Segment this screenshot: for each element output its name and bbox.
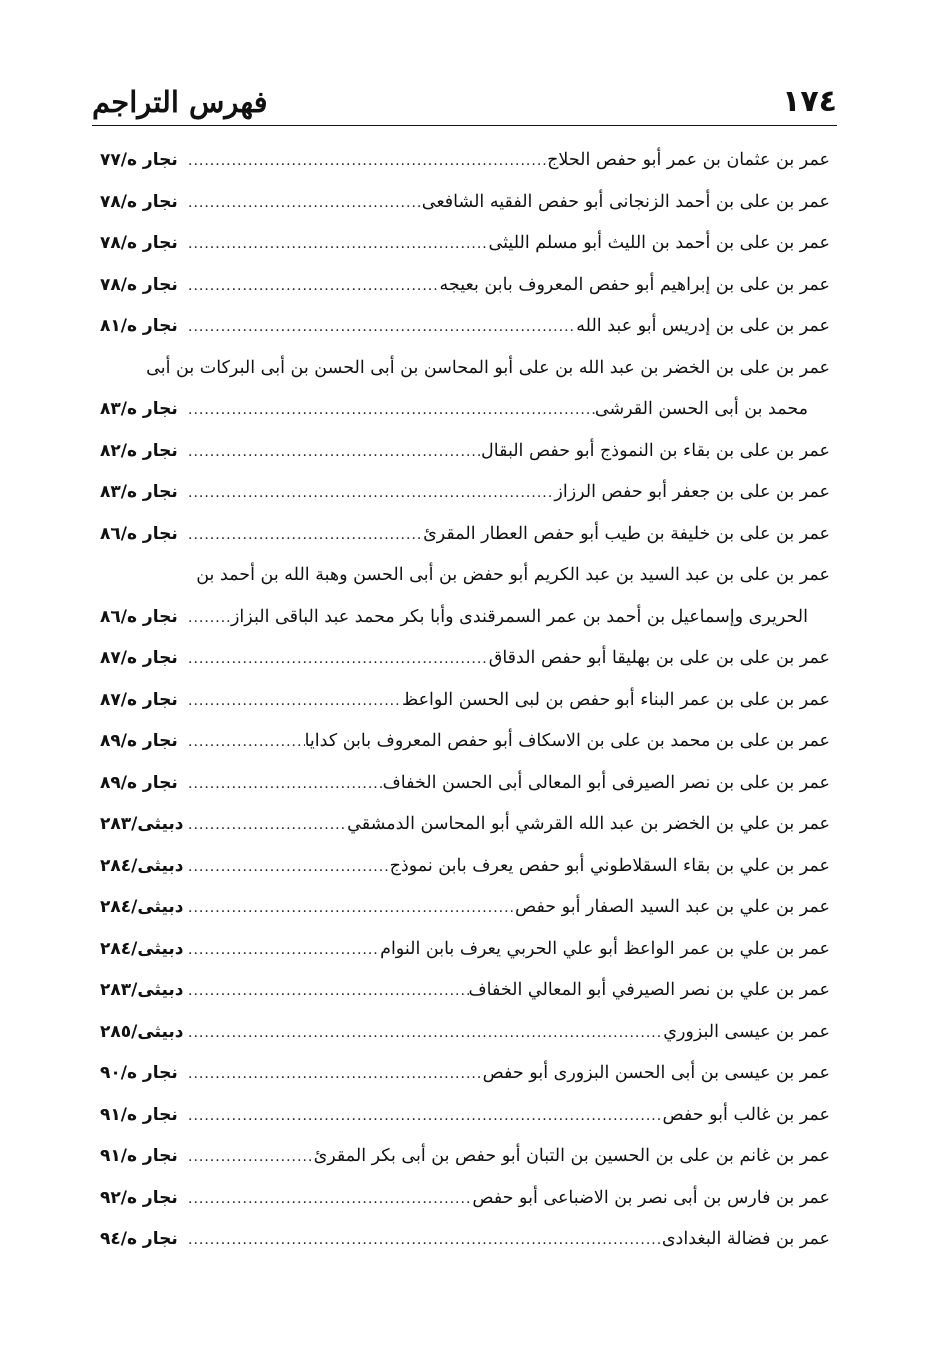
entry-reference: نجار ه/٩٢ [100, 1187, 178, 1208]
entry-reference: نجار ه/٨٧ [100, 689, 178, 710]
index-entry [100, 1178, 830, 1220]
entry-reference: نجار ه/٨٣ [100, 399, 178, 419]
index-entry [100, 555, 830, 638]
entry-reference: دبيثى/٢٨٣ [100, 814, 184, 834]
index-entry [100, 1219, 830, 1261]
dot-leader [188, 598, 231, 640]
entry-reference: نجار ه/٧٨ [100, 233, 178, 253]
entry-name: عمر بن فضالة البغدادى [661, 1229, 830, 1249]
biography-index-list [100, 140, 830, 1261]
entry-name: عمر بن علي بن الخضر بن عبد الله القرشي أبو المحاسن الدمشقي [347, 814, 830, 834]
entry-reference: دبيثى/٢٨٤ [100, 938, 184, 959]
index-entry [100, 970, 830, 1012]
entry-reference: دبيثى/٢٨٤ [100, 855, 184, 876]
index-entry [100, 929, 830, 971]
index-entry [100, 846, 830, 888]
page-title: فهرس التراجم [92, 85, 268, 119]
entry-name: عمر بن عثمان بن عمر أبو حفص الحلاج [547, 150, 830, 170]
dot-leader [188, 847, 390, 889]
dot-leader [188, 266, 440, 308]
entry-reference: نجار ه/٨٩ [100, 772, 178, 793]
entry-reference: نجار ه/٨١ [100, 316, 178, 336]
entry-name: عمر بن على بن على بن بهليقا أبو حفص الدقاق [488, 648, 830, 668]
entry-reference: دبيثى/٢٨٥ [100, 1021, 184, 1042]
dot-leader [188, 1096, 662, 1138]
entry-name: عمر بن غالب أبو حفص [662, 1104, 830, 1125]
entry-reference: نجار ه/٩٤ [100, 1229, 178, 1249]
index-entry [100, 431, 830, 473]
entry-name: عمر بن على بن عبد السيد بن عبد الكريم أبو حفض بن أبى الحسن وهبة الله بن أحمد بن [196, 565, 830, 585]
entry-reference: نجار ه/٩١ [100, 1146, 178, 1166]
index-entry [100, 721, 830, 763]
dot-leader [188, 764, 383, 806]
dot-leader [188, 1179, 472, 1221]
entry-reference: نجار ه/٩٠ [100, 1063, 178, 1083]
entry-name-continuation: محمد بن أبى الحسن القرشى [594, 399, 808, 419]
index-entry [100, 1012, 830, 1054]
entry-name: عمر بن على بن الخضر بن عبد الله بن على أبو المحاسن بن أبى الحسن بن أبى البركات بن أبى [146, 357, 830, 378]
entry-name: عمر بن على بن بقاء بن النموذج أبو حفص البقال [481, 440, 830, 461]
entry-name: عمر بن عيسى البزوري [663, 1021, 830, 1042]
entry-name: عمر بن فارس بن أبى نصر بن الاضباعى أبو حفص [472, 1187, 830, 1208]
index-entry [100, 887, 830, 929]
entry-reference: نجار ه/٨٦ [100, 523, 178, 544]
index-entry [100, 680, 830, 722]
dot-leader [188, 141, 547, 183]
dot-leader [188, 473, 554, 515]
index-entry [100, 1095, 830, 1137]
entry-reference: نجار ه/٨٩ [100, 731, 178, 751]
dot-leader [188, 183, 422, 225]
entry-reference: نجار ه/٨٦ [100, 606, 178, 627]
entry-name: عمر بن علي بن نصر الصيرفي أبو المعالي الخفاف [468, 980, 830, 1000]
entry-reference: نجار ه/٨٧ [100, 648, 178, 668]
dot-leader [188, 888, 515, 930]
dot-leader [188, 681, 402, 723]
index-entry [100, 638, 830, 680]
dot-leader [188, 432, 481, 474]
entry-name: عمر بن على بن إدريس أبو عبد الله [576, 316, 830, 336]
index-entry [100, 804, 830, 846]
index-entry [100, 763, 830, 805]
dot-leader [188, 1013, 663, 1055]
page-number: ١٧٤ [782, 84, 837, 119]
entry-name: عمر بن على بن أحمد الزنجانى أبو حفص الفقيه الشافعى [421, 191, 830, 212]
entry-reference: نجار ه/٧٨ [100, 274, 178, 295]
dot-leader [188, 224, 489, 266]
page-header [92, 70, 837, 126]
entry-name: عمر بن غانم بن على بن الحسين بن التبان أبو حفص بن أبى بكر المقرئ [313, 1146, 830, 1166]
dot-leader [188, 390, 595, 432]
entry-reference: نجار ه/٨٣ [100, 482, 178, 502]
entry-reference: نجار ه/٩١ [100, 1104, 178, 1125]
entry-name-continuation: الحريرى وإسماعيل بن أحمد بن عمر السمرقندى وأبا بكر محمد عبد الباقى البزاز [230, 606, 808, 627]
entry-reference: دبيثى/٢٨٤ [100, 897, 184, 917]
dot-leader [188, 1054, 483, 1096]
entry-name: عمر بن علي بن عمر الواعظ أبو علي الحربي يعرف بابن النوام [380, 938, 830, 959]
entry-name: عمر بن على بن عمر البناء أبو حفص بن لبى الحسن الواعظ [402, 689, 830, 710]
entry-name: عمر بن على بن إبراهيم أبو حفص المعروف بابن بعيجه [439, 274, 830, 295]
index-entry [100, 223, 830, 265]
entry-name: عمر بن علي بن بقاء السقلاطوني أبو حفص يعرف بابن نموذج [389, 855, 830, 876]
index-entry [100, 265, 830, 307]
entry-name: عمر بن على بن محمد بن على بن الاسكاف أبو حفص المعروف بابن كدايا [304, 731, 830, 751]
dot-leader [188, 805, 347, 847]
entry-reference: نجار ه/٨٢ [100, 440, 178, 461]
dot-leader [188, 722, 305, 764]
entry-name: عمر بن على بن أحمد بن الليث أبو مسلم الليثى [488, 233, 830, 253]
dot-leader [188, 639, 489, 681]
index-entry [100, 348, 830, 431]
dot-leader [188, 930, 380, 972]
index-entry [100, 140, 830, 182]
entry-reference: دبيثى/٢٨٣ [100, 980, 184, 1000]
entry-name: عمر بن علي بن عبد السيد الصفار أبو حفص [515, 897, 830, 917]
index-entry [100, 306, 830, 348]
index-entry [100, 514, 830, 556]
dot-leader [188, 1137, 314, 1179]
index-entry [100, 1053, 830, 1095]
entry-name: عمر بن على بن جعفر أبو حفص الرزاز [554, 482, 830, 502]
dot-leader [188, 307, 576, 349]
dot-leader [188, 515, 423, 557]
index-entry [100, 182, 830, 224]
entry-name: عمر بن على بن خليفة بن طيب أبو حفص العطار المقرئ [423, 523, 830, 544]
entry-name: عمر بن عيسى بن أبى الحسن البزورى أبو حفص [482, 1063, 830, 1083]
entry-reference: نجار ه/٧٨ [100, 191, 178, 212]
entry-reference: نجار ه/٧٧ [100, 150, 178, 170]
index-entry [100, 472, 830, 514]
index-entry [100, 1136, 830, 1178]
dot-leader [188, 1220, 662, 1262]
entry-name: عمر بن على بن نصر الصيرفى أبو المعالى أبى الحسن الخفاف [382, 772, 830, 793]
dot-leader [188, 971, 469, 1013]
